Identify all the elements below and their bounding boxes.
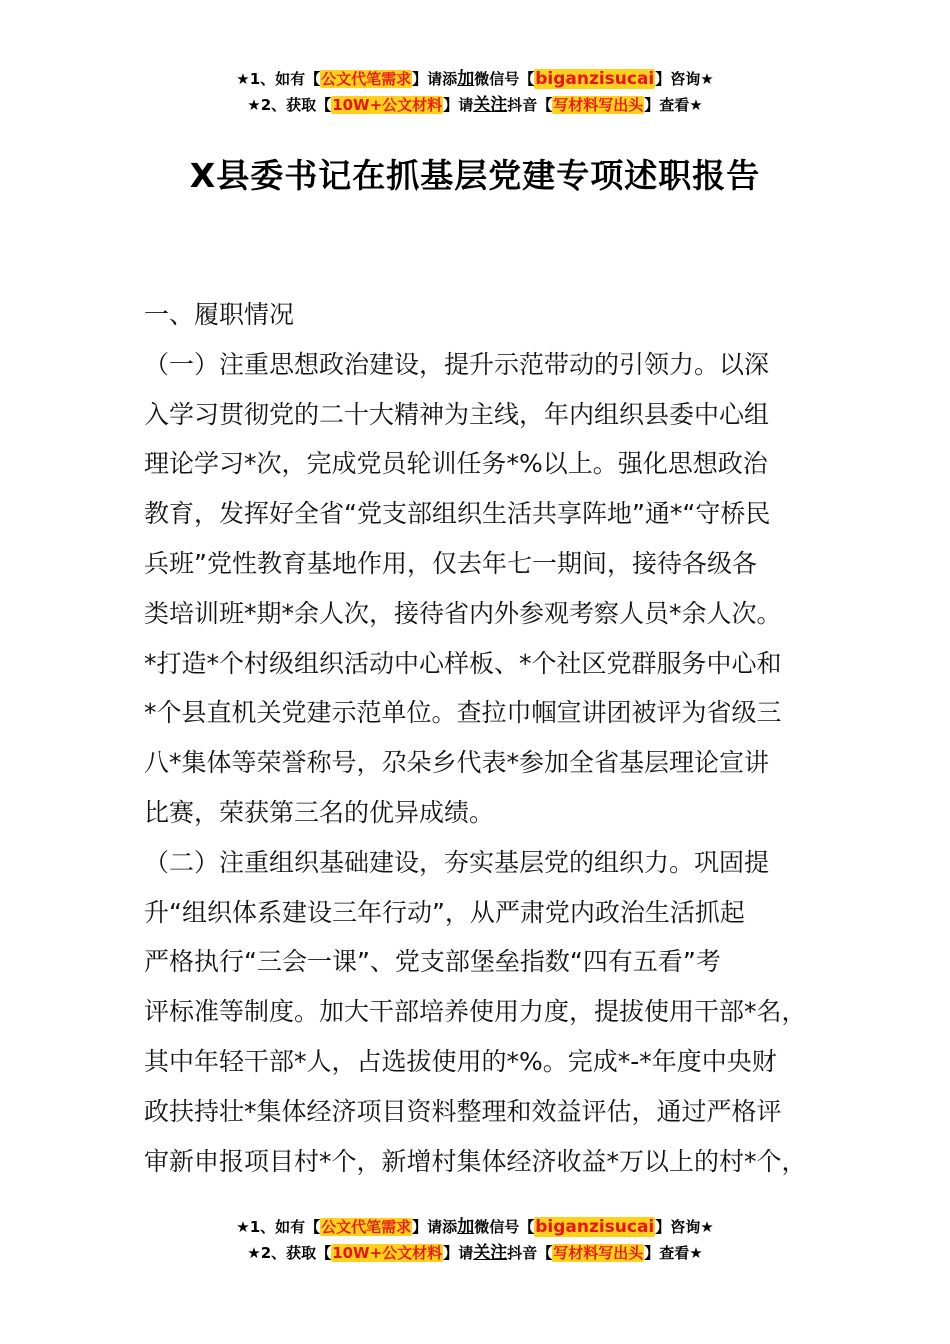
banner-bottom bbox=[0, 1214, 950, 1266]
body-line: 教育，发挥好全省“党支部组织生活共享阵地”通*“守桥民 bbox=[144, 499, 771, 529]
body-line: 兵班”党性教育基地作用，仅去年七一期间，接待各级各 bbox=[144, 548, 757, 578]
highlight-service: 公文代笔需求 bbox=[321, 70, 412, 88]
body-line: 比赛，荣获第三名的优异成绩。 bbox=[144, 797, 495, 827]
highlight-wechat-id: biganzisucai bbox=[535, 69, 655, 89]
body-line: 严格执行“三会一课”、党支部堡垒指数“四有五看”考 bbox=[144, 947, 721, 977]
body-line: （一）注重思想政治建设，提升示范带动的引领力。以深 bbox=[144, 349, 770, 379]
highlight-douyin-account: 写材料写出头 bbox=[553, 96, 644, 114]
body-line: 一、履职情况 bbox=[144, 300, 295, 329]
banner-top bbox=[0, 66, 950, 118]
body-line: 审新申报项目村*个，新增村集体经济收益*万以上的村*个， bbox=[144, 1146, 807, 1176]
document-body bbox=[144, 290, 844, 1186]
highlight-douyin-account: 写材料写出头 bbox=[553, 1244, 644, 1262]
highlight-wechat-id: biganzisucai bbox=[535, 1217, 655, 1237]
document-title: X县委书记在抓基层党建专项述职报告 bbox=[189, 156, 761, 195]
body-line: 八*集体等荣誉称号，尕朵乡代表*参加全省基层理论宣讲 bbox=[144, 748, 770, 778]
highlight-materials: 10W+公文材料 bbox=[332, 1244, 443, 1262]
body-line: 入学习贯彻党的二十大精神为主线，年内组织县委中心组 bbox=[144, 399, 770, 429]
body-line: *个县直机关党建示范单位。查拉巾帼宣讲团被评为省级三 bbox=[144, 698, 782, 728]
highlight-materials: 10W+公文材料 bbox=[332, 96, 443, 114]
body-line: （二）注重组织基础建设，夯实基层党的组织力。巩固提 bbox=[144, 847, 770, 877]
body-line: 政扶持壮*集体经济项目资料整理和效益评估，通过严格评 bbox=[144, 1096, 782, 1126]
body-line: 其中年轻干部*人，占选拔使用的*%。完成*-*年度中央财 bbox=[144, 1046, 777, 1076]
body-line: *打造*个村级组织活动中心样板、*个社区党群服务中心和 bbox=[144, 648, 782, 678]
body-line: 理论学习*次，完成党员轮训任务*%以上。强化思想政治 bbox=[144, 449, 768, 479]
body-line: 类培训班*期*余人次，接待省内外参观考察人员*余人次。 bbox=[144, 598, 782, 628]
banner-top-line-2: ★2、获取【10W+公文材料】请关注抖音【写材料写出头】查看★ bbox=[247, 95, 703, 115]
banner-bottom-line-2: ★2、获取【10W+公文材料】请关注抖音【写材料写出头】查看★ bbox=[247, 1243, 703, 1263]
banner-bottom-line-1: ★1、如有【公文代笔需求】请添加微信号【biganzisucai】咨询★ bbox=[236, 1217, 714, 1237]
highlight-service: 公文代笔需求 bbox=[321, 1218, 412, 1236]
banner-top-line-1: ★1、如有【公文代笔需求】请添加微信号【biganzisucai】咨询★ bbox=[236, 69, 714, 89]
body-line: 评标准等制度。加大干部培养使用力度，提拔使用干部*名， bbox=[144, 997, 807, 1027]
body-line: 升“组织体系建设三年行动”，从严肃党内政治生活抓起 bbox=[144, 897, 745, 927]
